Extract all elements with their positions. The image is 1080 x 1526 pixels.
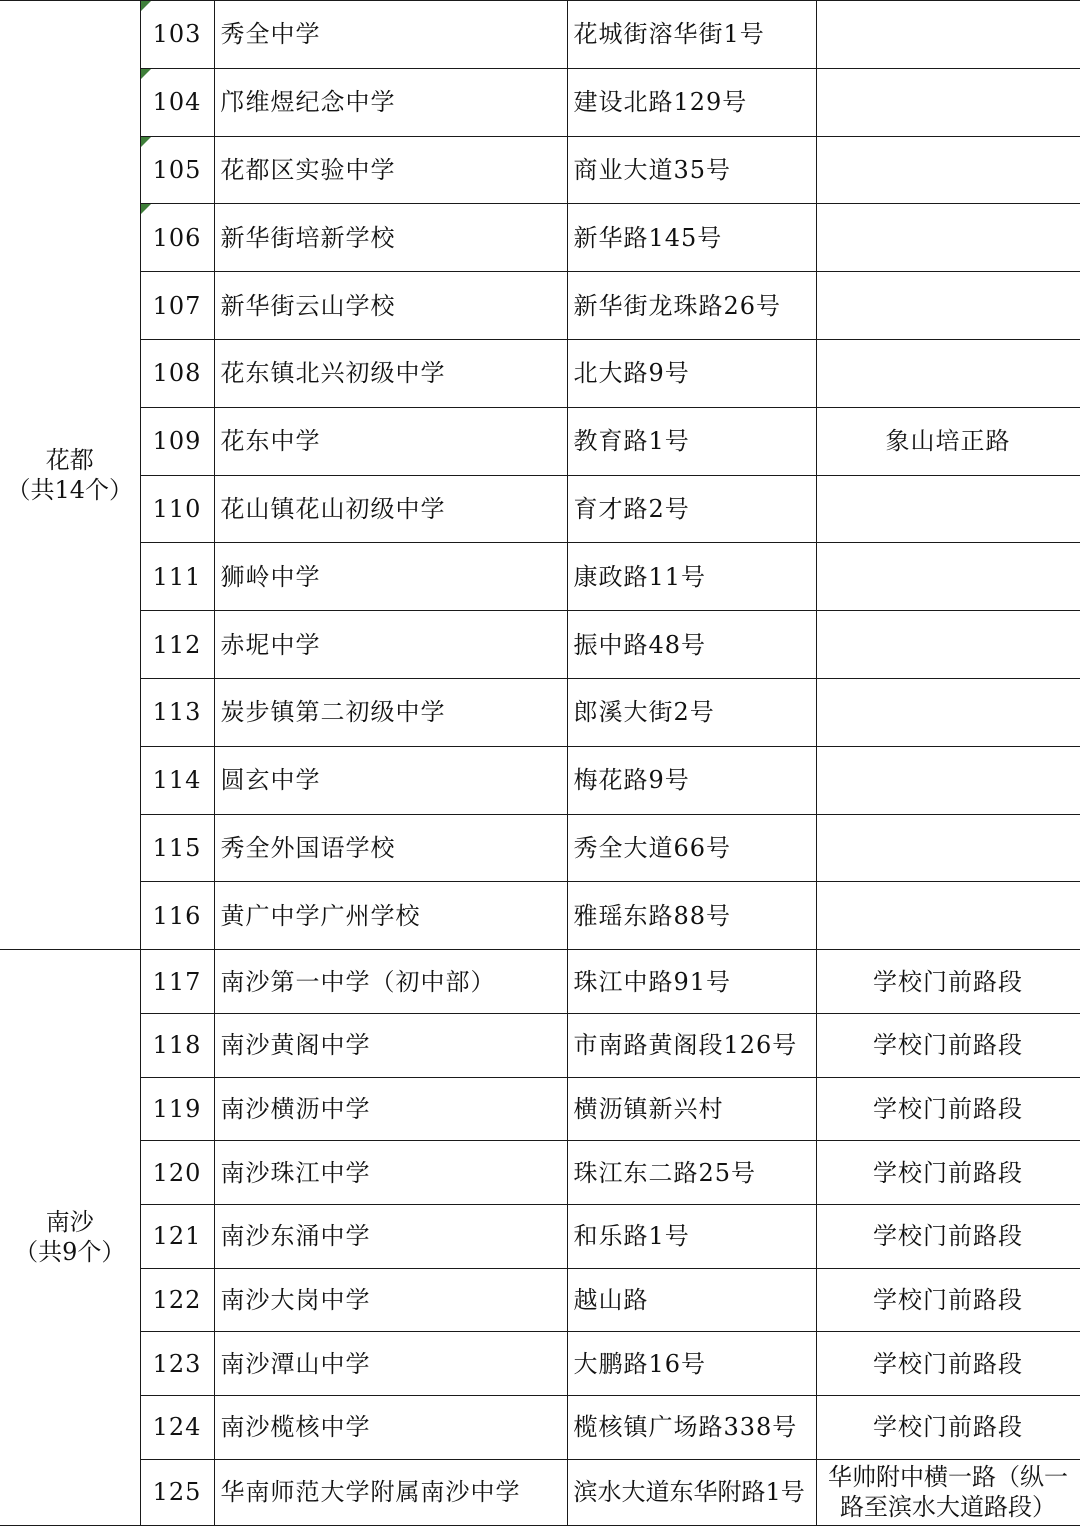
table-row bbox=[0, 475, 1080, 543]
row-number-text: 124 bbox=[152, 1413, 202, 1442]
school-name: 新华街云山学校 bbox=[214, 272, 567, 340]
table-row bbox=[0, 882, 1080, 950]
road-section: 学校门前路段 bbox=[816, 1013, 1080, 1077]
road-section bbox=[816, 882, 1080, 950]
school-name: 秀全中学 bbox=[214, 1, 567, 69]
table-row bbox=[0, 204, 1080, 272]
table-row bbox=[0, 611, 1080, 679]
school-address: 振中路48号 bbox=[567, 611, 816, 679]
region-name: 南沙 bbox=[45, 1208, 94, 1237]
table-row bbox=[0, 746, 1080, 814]
road-section bbox=[816, 611, 1080, 679]
row-number bbox=[140, 1, 214, 69]
table-row bbox=[0, 950, 1080, 1014]
region-cell bbox=[0, 1, 140, 950]
school-name: 华南师范大学附属南沙中学 bbox=[214, 1459, 567, 1525]
table-row bbox=[0, 1077, 1080, 1141]
table-row bbox=[0, 407, 1080, 475]
table-row bbox=[0, 136, 1080, 204]
row-number bbox=[140, 1077, 214, 1141]
row-number-text: 117 bbox=[152, 967, 202, 996]
row-number bbox=[140, 1332, 214, 1396]
row-number-text: 110 bbox=[152, 494, 202, 523]
row-number bbox=[140, 678, 214, 746]
road-section: 学校门前路段 bbox=[816, 950, 1080, 1014]
row-number bbox=[140, 1459, 214, 1525]
school-name: 花东镇北兴初级中学 bbox=[214, 339, 567, 407]
school-address: 商业大道35号 bbox=[567, 136, 816, 204]
row-number-text: 105 bbox=[152, 155, 202, 184]
road-section: 学校门前路段 bbox=[816, 1141, 1080, 1205]
cell-marker-icon bbox=[141, 204, 151, 214]
road-section bbox=[816, 814, 1080, 882]
road-section: 学校门前路段 bbox=[816, 1204, 1080, 1268]
row-number-text: 103 bbox=[152, 20, 202, 49]
school-name: 邝维煜纪念中学 bbox=[214, 68, 567, 136]
cell-marker-icon bbox=[141, 1, 151, 11]
school-name: 南沙珠江中学 bbox=[214, 1141, 567, 1205]
row-number bbox=[140, 136, 214, 204]
row-number-text: 119 bbox=[152, 1094, 202, 1123]
table-row bbox=[0, 1395, 1080, 1459]
school-name: 炭步镇第二初级中学 bbox=[214, 678, 567, 746]
road-section: 象山培正路 bbox=[816, 407, 1080, 475]
row-number bbox=[140, 950, 214, 1014]
school-address: 梅花路9号 bbox=[567, 746, 816, 814]
region-cell bbox=[0, 950, 140, 1526]
school-name: 赤坭中学 bbox=[214, 611, 567, 679]
school-address: 雅瑶东路88号 bbox=[567, 882, 816, 950]
row-number-text: 122 bbox=[152, 1285, 202, 1314]
road-section bbox=[816, 746, 1080, 814]
road-section bbox=[816, 475, 1080, 543]
row-number bbox=[140, 272, 214, 340]
road-section bbox=[816, 1, 1080, 69]
school-address: 和乐路1号 bbox=[567, 1204, 816, 1268]
row-number-text: 104 bbox=[152, 88, 202, 117]
table-row bbox=[0, 68, 1080, 136]
school-address: 市南路黄阁段126号 bbox=[567, 1013, 816, 1077]
row-number bbox=[140, 1268, 214, 1332]
school-name: 黄广中学广州学校 bbox=[214, 882, 567, 950]
row-number-text: 121 bbox=[152, 1222, 202, 1251]
cell-marker-icon bbox=[141, 69, 151, 79]
row-number-text: 106 bbox=[152, 223, 202, 252]
school-name: 花山镇花山初级中学 bbox=[214, 475, 567, 543]
row-number bbox=[140, 882, 214, 950]
row-number bbox=[140, 1395, 214, 1459]
row-number bbox=[140, 611, 214, 679]
road-section bbox=[816, 204, 1080, 272]
region-count: （共9个） bbox=[14, 1238, 126, 1267]
school-name: 狮岭中学 bbox=[214, 543, 567, 611]
row-number bbox=[140, 1013, 214, 1077]
road-section bbox=[816, 136, 1080, 204]
row-number bbox=[140, 746, 214, 814]
row-number-text: 125 bbox=[152, 1478, 202, 1507]
row-number bbox=[140, 475, 214, 543]
row-number bbox=[140, 1141, 214, 1205]
row-number-text: 116 bbox=[152, 901, 202, 930]
table-row bbox=[0, 678, 1080, 746]
school-address: 新华路145号 bbox=[567, 204, 816, 272]
road-section: 学校门前路段 bbox=[816, 1332, 1080, 1396]
school-name: 南沙黄阁中学 bbox=[214, 1013, 567, 1077]
table-row bbox=[0, 1, 1080, 69]
table-row bbox=[0, 1268, 1080, 1332]
row-number-text: 115 bbox=[152, 833, 202, 862]
row-number bbox=[140, 68, 214, 136]
school-name: 南沙东涌中学 bbox=[214, 1204, 567, 1268]
row-number-text: 111 bbox=[152, 562, 202, 591]
row-number-text: 123 bbox=[152, 1349, 202, 1378]
row-number-text: 118 bbox=[152, 1031, 202, 1060]
table-row bbox=[0, 1141, 1080, 1205]
road-section bbox=[816, 68, 1080, 136]
school-address: 教育路1号 bbox=[567, 407, 816, 475]
row-number bbox=[140, 543, 214, 611]
school-address: 郎溪大街2号 bbox=[567, 678, 816, 746]
school-address: 康政路11号 bbox=[567, 543, 816, 611]
table-row bbox=[0, 1204, 1080, 1268]
table-row bbox=[0, 814, 1080, 882]
row-number bbox=[140, 814, 214, 882]
road-section: 学校门前路段 bbox=[816, 1268, 1080, 1332]
school-address: 北大路9号 bbox=[567, 339, 816, 407]
school-address: 滨水大道东华附路1号 bbox=[567, 1459, 816, 1525]
cell-marker-icon bbox=[141, 137, 151, 147]
row-number bbox=[140, 339, 214, 407]
row-number bbox=[140, 204, 214, 272]
row-number bbox=[140, 1204, 214, 1268]
row-number-text: 112 bbox=[152, 630, 202, 659]
region-name: 花都 bbox=[45, 446, 94, 475]
school-name: 南沙第一中学（初中部） bbox=[214, 950, 567, 1014]
table-row bbox=[0, 272, 1080, 340]
road-section bbox=[816, 543, 1080, 611]
road-section: 华帅附中横一路（纵一路至滨水大道路段） bbox=[816, 1459, 1080, 1525]
school-name: 南沙潭山中学 bbox=[214, 1332, 567, 1396]
road-section bbox=[816, 339, 1080, 407]
school-address: 珠江中路91号 bbox=[567, 950, 816, 1014]
school-name: 南沙大岗中学 bbox=[214, 1268, 567, 1332]
school-address: 大鹏路16号 bbox=[567, 1332, 816, 1396]
school-address: 建设北路129号 bbox=[567, 68, 816, 136]
row-number-text: 114 bbox=[152, 766, 202, 795]
road-section bbox=[816, 678, 1080, 746]
school-name: 南沙横沥中学 bbox=[214, 1077, 567, 1141]
region-count: （共14个） bbox=[6, 476, 134, 505]
school-address: 花城街溶华街1号 bbox=[567, 1, 816, 69]
school-address: 珠江东二路25号 bbox=[567, 1141, 816, 1205]
table-row bbox=[0, 1332, 1080, 1396]
table-row bbox=[0, 543, 1080, 611]
row-number-text: 107 bbox=[152, 291, 202, 320]
school-name: 花东中学 bbox=[214, 407, 567, 475]
row-number bbox=[140, 407, 214, 475]
school-name: 秀全外国语学校 bbox=[214, 814, 567, 882]
school-name: 花都区实验中学 bbox=[214, 136, 567, 204]
school-address: 新华街龙珠路26号 bbox=[567, 272, 816, 340]
road-section bbox=[816, 272, 1080, 340]
school-name: 圆玄中学 bbox=[214, 746, 567, 814]
road-section: 学校门前路段 bbox=[816, 1395, 1080, 1459]
table-row bbox=[0, 1013, 1080, 1077]
row-number-text: 108 bbox=[152, 359, 202, 388]
row-number-text: 109 bbox=[152, 427, 202, 456]
row-number-text: 113 bbox=[152, 698, 202, 727]
school-address: 榄核镇广场路338号 bbox=[567, 1395, 816, 1459]
row-number-text: 120 bbox=[152, 1158, 202, 1187]
school-address: 横沥镇新兴村 bbox=[567, 1077, 816, 1141]
school-name: 南沙榄核中学 bbox=[214, 1395, 567, 1459]
table-row bbox=[0, 339, 1080, 407]
school-name: 新华街培新学校 bbox=[214, 204, 567, 272]
school-address: 秀全大道66号 bbox=[567, 814, 816, 882]
table-row bbox=[0, 1459, 1080, 1525]
road-section: 学校门前路段 bbox=[816, 1077, 1080, 1141]
school-address: 育才路2号 bbox=[567, 475, 816, 543]
school-address: 越山路 bbox=[567, 1268, 816, 1332]
